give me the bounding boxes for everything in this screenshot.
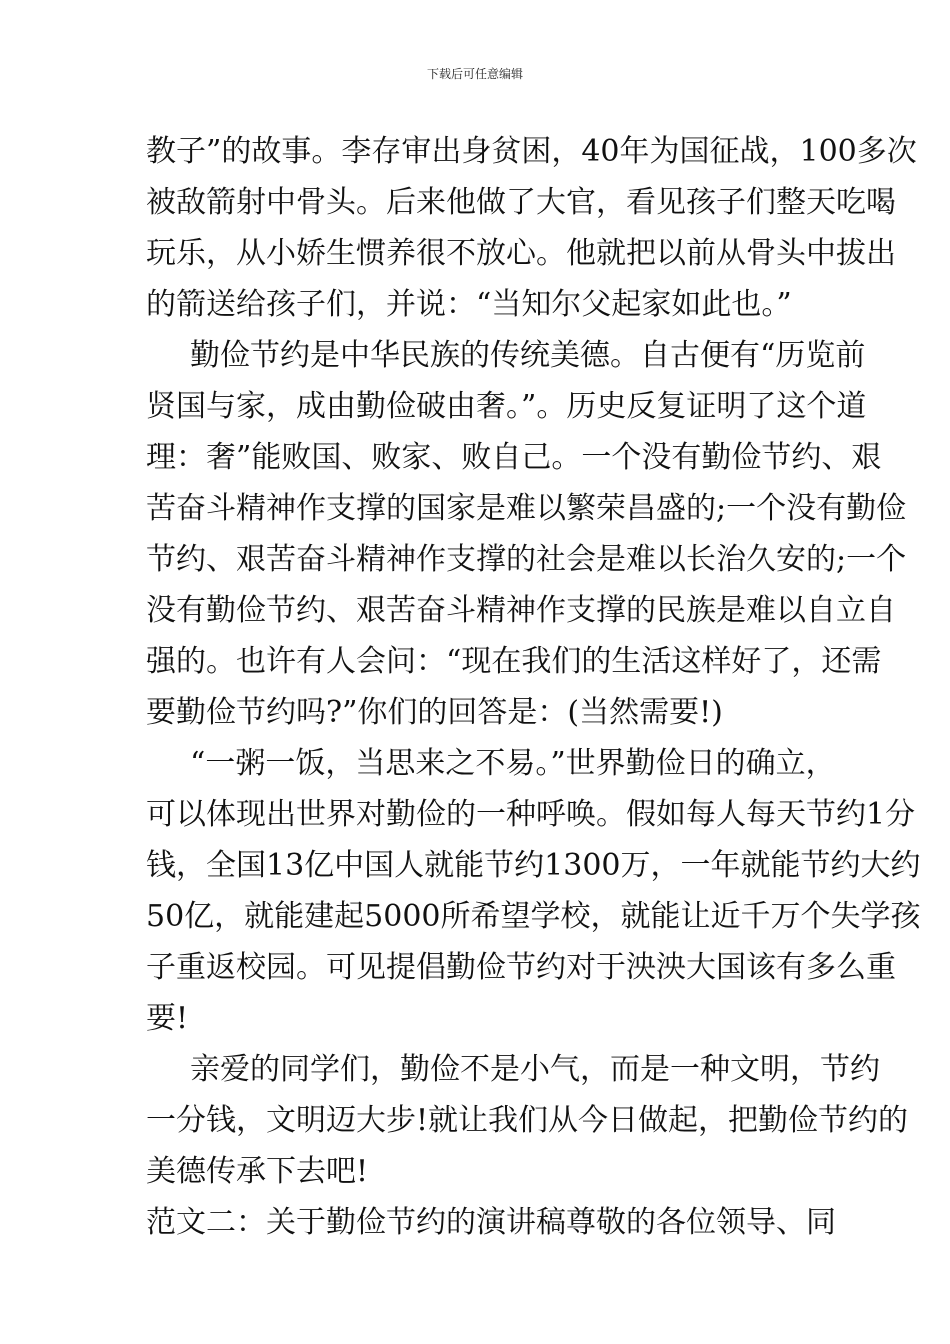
- text-line: “一粥一饭，当思来之不易。”世界勤俭日的确立，: [190, 746, 836, 781]
- document-body: [146, 126, 921, 1248]
- text-line: 子重返校园。可见提倡勤俭节约对于泱泱大国该有多么重: [146, 950, 896, 985]
- text-line: 一分钱，文明迈大步!就让我们从今日做起，把勤俭节约的: [146, 1103, 909, 1138]
- text-line: 理：奢”能败国、败家、败自己。一个没有勤俭节约、艰: [146, 440, 882, 475]
- text-line: 要!: [146, 1001, 189, 1036]
- text-line: 钱，全国13亿中国人就能节约1300万，一年就能节约大约: [146, 848, 921, 883]
- text-line: 教子”的故事。李存审出身贫困，40年为国征战，100多次: [146, 134, 917, 169]
- paragraph: [146, 126, 917, 330]
- text-line: 要勤俭节约吗?”你们的回答是：(当然需要!): [146, 695, 723, 730]
- text-line: 没有勤俭节约、艰苦奋斗精神作支撑的民族是难以自立自: [146, 593, 896, 628]
- text-line: 强的。也许有人会问：“现在我们的生活这样好了，还需: [146, 644, 882, 679]
- paragraph: [146, 1044, 909, 1197]
- text-line: 贤国与家，成由勤俭破由奢。”。历史反复证明了这个道: [146, 389, 867, 424]
- text-line: 被敌箭射中骨头。后来他做了大官，看见孩子们整天吃喝: [146, 185, 896, 220]
- text-line: 美德传承下去吧!: [146, 1154, 369, 1189]
- paragraph: [146, 330, 907, 738]
- text-line: 亲爱的同学们，勤俭不是小气，而是一种文明，节约: [190, 1052, 880, 1087]
- text-line: 可以体现出世界对勤俭的一种呼唤。假如每人每天节约1分: [146, 797, 916, 832]
- text-line: 节约、艰苦奋斗精神作支撑的社会是难以长治久安的;一个: [146, 542, 907, 577]
- text-line: 50亿，就能建起5000所希望学校，就能让近千万个失学孩: [146, 899, 921, 934]
- fanwen-title: 范文二：关于勤俭节约的演讲稿: [146, 1205, 566, 1240]
- text-line: 勤俭节约是中华民族的传统美德。自古便有“历览前: [190, 338, 866, 373]
- fanwen-greeting: 尊敬的各位领导、同: [566, 1205, 836, 1240]
- page-header: 下载后可任意编辑: [426, 67, 523, 81]
- fanwen-line: [146, 1197, 836, 1248]
- text-line: 苦奋斗精神作支撑的国家是难以繁荣昌盛的;一个没有勤俭: [146, 491, 907, 526]
- paragraph: [146, 738, 921, 1044]
- text-line: 的箭送给孩子们，并说：“当知尔父起家如此也。”: [146, 287, 792, 322]
- text-line: 玩乐，从小娇生惯养很不放心。他就把以前从骨头中拔出: [146, 236, 896, 271]
